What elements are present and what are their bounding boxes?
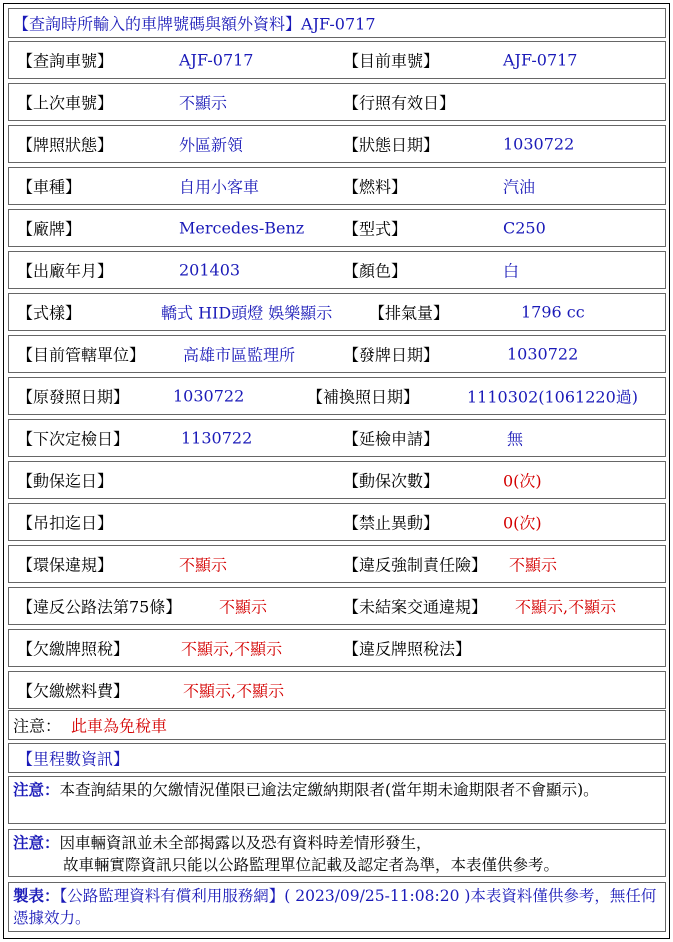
field-value: 1130722 <box>181 428 253 448</box>
disclosure-note <box>8 829 666 877</box>
field-value: 不顯示,不顯示 <box>183 681 285 701</box>
field-label: 【行照有效日】 <box>343 93 456 113</box>
field-value: AJF-0717 <box>179 50 254 70</box>
query-header <box>8 8 666 38</box>
field-value: 轎式 HID頭燈 娛樂顯示 <box>161 303 333 323</box>
field-label: 【原發照日期】 <box>17 387 130 407</box>
field-value: 不顯示 <box>179 93 228 113</box>
field-value: 不顯示 <box>509 555 558 575</box>
field-row <box>8 377 666 415</box>
field-value: 不顯示,不顯示 <box>181 639 283 659</box>
field-value: 1796 cc <box>521 302 585 322</box>
field-label: 【上次車號】 <box>17 93 114 113</box>
field-row <box>8 293 666 331</box>
field-value: Mercedes-Benz <box>179 218 305 238</box>
tax-note-label: 注意： <box>13 716 62 736</box>
overdue-note-label: 注意： <box>13 780 60 799</box>
field-row <box>8 629 666 667</box>
field-row <box>8 125 666 163</box>
disclosure-note-label: 注意： <box>13 833 60 852</box>
field-label: 【查詢車號】 <box>17 51 114 71</box>
mileage-title: 【里程數資訊】 <box>17 749 130 769</box>
tax-note-text: 此車為免稅車 <box>71 716 168 736</box>
field-label: 【違反牌照稅法】 <box>343 639 472 659</box>
field-value: 1110302(1061220過) <box>467 387 639 407</box>
field-value: 0(次) <box>503 513 542 533</box>
field-row <box>8 335 666 373</box>
field-label: 【目前車號】 <box>343 51 440 71</box>
field-label: 【延檢申請】 <box>343 429 440 449</box>
footer-text: 本表資料僅供參考，無任何憑據效力。 <box>13 887 657 927</box>
field-label: 【發牌日期】 <box>343 345 440 365</box>
mileage-section <box>8 743 666 773</box>
field-value: 汽油 <box>503 177 536 197</box>
footer-timestamp: ( 2023/09/25-11:08:20 ) <box>284 887 471 905</box>
disclosure-note-line2: 故車輛實際資訊只能以公路監理單位記載及認定者為準，本表僅供參考。 <box>63 856 560 874</box>
field-value: AJF-0717 <box>503 50 578 70</box>
field-label: 【出廠年月】 <box>17 261 114 281</box>
field-label: 【廠牌】 <box>17 219 82 239</box>
footer-label: 製表： <box>13 886 60 905</box>
field-row <box>8 251 666 289</box>
field-label: 【欠繳燃料費】 <box>17 681 130 701</box>
field-value: 201403 <box>179 260 241 280</box>
field-value: 無 <box>507 429 524 449</box>
overdue-note <box>8 776 666 824</box>
field-label: 【狀態日期】 <box>343 135 440 155</box>
field-label: 【補換照日期】 <box>307 387 420 407</box>
field-row <box>8 545 666 583</box>
field-label: 【違反公路法第75條】 <box>17 597 182 617</box>
field-label: 【欠繳牌照稅】 <box>17 639 130 659</box>
field-label: 【牌照狀態】 <box>17 135 114 155</box>
field-value: 外區新領 <box>179 135 244 155</box>
field-row <box>8 167 666 205</box>
field-row <box>8 209 666 247</box>
field-value: 0(次) <box>503 471 542 491</box>
field-row <box>8 503 666 541</box>
disclosure-note-line1: 因車輛資訊並未全部揭露以及恐有資料時差情形發生， <box>59 834 432 852</box>
field-row <box>8 419 666 457</box>
field-value: 不顯示,不顯示 <box>515 597 617 617</box>
field-label: 【禁止異動】 <box>343 513 440 533</box>
field-label: 【環保違規】 <box>17 555 114 575</box>
field-row <box>8 671 666 709</box>
field-value: 1030722 <box>173 386 245 406</box>
field-label: 【未結案交通違規】 <box>343 597 488 617</box>
tax-note <box>8 710 666 740</box>
field-label: 【燃料】 <box>343 177 408 197</box>
field-value: 1030722 <box>507 344 579 364</box>
field-row <box>8 461 666 499</box>
field-label: 【動保次數】 <box>343 471 440 491</box>
footer-note <box>8 882 666 932</box>
field-value: 自用小客車 <box>179 177 260 197</box>
field-value: 高雄市區監理所 <box>183 345 296 365</box>
field-label: 【車種】 <box>17 177 82 197</box>
field-value: 1030722 <box>503 134 575 154</box>
field-row <box>8 587 666 625</box>
field-value: 不顯示 <box>219 597 268 617</box>
field-value: C250 <box>503 218 546 238</box>
field-label: 【顏色】 <box>343 261 408 281</box>
overdue-note-text: 本查詢結果的欠繳情況僅限已逾法定繳納期限者(當年期未逾期限者不會顯示)。 <box>59 781 599 799</box>
field-row <box>8 83 666 121</box>
field-label: 【動保迄日】 <box>17 471 114 491</box>
field-label: 【型式】 <box>343 219 408 239</box>
field-row <box>8 41 666 79</box>
field-label: 【排氣量】 <box>369 303 450 323</box>
footer-source: 【公路監理資料有償利用服務網】 <box>59 887 285 905</box>
field-label: 【式樣】 <box>17 303 82 323</box>
field-label: 【下次定檢日】 <box>17 429 130 449</box>
field-value: 白 <box>503 261 520 281</box>
query-header-title: 【查詢時所輸入的車牌號碼與額外資料】AJF-0717 <box>13 14 376 34</box>
field-label: 【目前管轄單位】 <box>17 345 146 365</box>
field-label: 【違反強制責任險】 <box>343 555 488 575</box>
field-label: 【吊扣迄日】 <box>17 513 114 533</box>
field-value: 不顯示 <box>179 555 228 575</box>
